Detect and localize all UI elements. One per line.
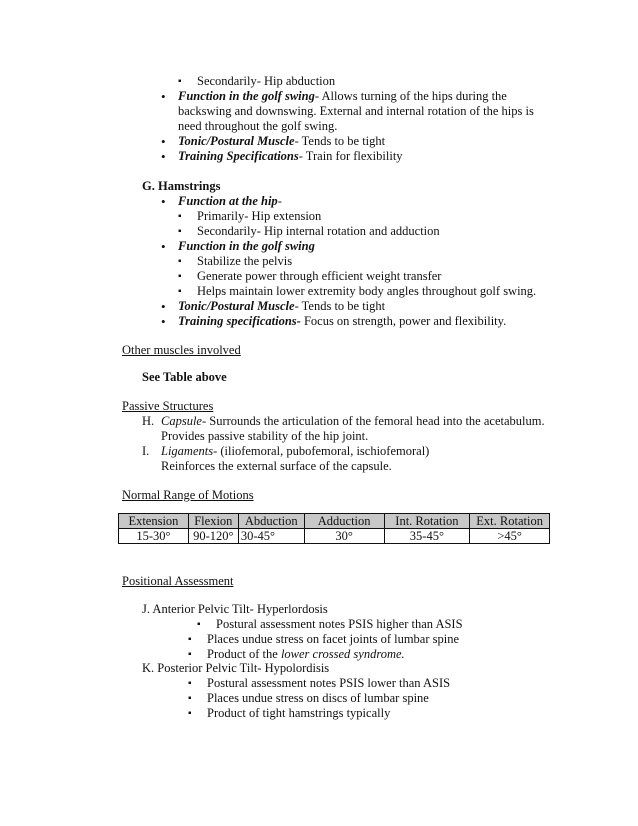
tonic-muscle-line <box>178 134 385 149</box>
positional-j-sub: Postural assessment notes PSIS higher than ASIS <box>216 617 463 631</box>
ligaments-text: - (iliofemoral, pubofemoral, ischiofemoral) <box>213 444 430 458</box>
function-hip-label: Function at the hip <box>178 194 278 208</box>
positional-j-sub-2-prefix: Product of the <box>207 647 281 661</box>
rom-value-row <box>119 529 550 544</box>
square-bullet-icon: ▪ <box>188 678 192 689</box>
positional-k-item: K. Posterior Pelvic Tilt- Hypolordisis <box>142 661 330 675</box>
hamstrings-training-line <box>178 314 506 329</box>
round-bullet-icon: • <box>161 194 166 209</box>
rom-header-row <box>119 514 550 529</box>
ligaments-line <box>161 444 429 459</box>
passive-i-label: I. <box>142 444 150 458</box>
function-hip-dash: - <box>277 194 282 208</box>
rom-value-cell: 15-30° <box>119 529 189 544</box>
hamstrings-heading: G. Hamstrings <box>142 179 221 193</box>
square-bullet-icon: ▪ <box>197 619 201 630</box>
other-muscles-heading: Other muscles involved <box>122 343 241 357</box>
positional-j-item: J. Anterior Pelvic Tilt- Hyperlordosis <box>142 602 328 616</box>
rom-table <box>118 513 550 544</box>
hamstrings-secondarily: Secondarily- Hip internal rotation and adduction <box>197 224 440 238</box>
capsule-text-2: Provides passive stability of the hip joint. <box>161 429 369 443</box>
rom-header-cell: Flexion <box>188 514 238 529</box>
hamstrings-golf-3: Helps maintain lower extremity body angles throughout golf swing. <box>197 284 537 298</box>
square-bullet-icon: ▪ <box>178 226 182 237</box>
hamstrings-tonic-line <box>178 299 385 314</box>
square-bullet-icon: ▪ <box>178 271 182 282</box>
square-bullet-icon: ▪ <box>178 211 182 222</box>
hamstrings-golf-label: Function in the golf swing <box>178 239 315 253</box>
golf-swing-function <box>178 89 507 104</box>
hamstrings-training-text: Focus on strength, power and flexibility. <box>300 314 507 328</box>
positional-k-sub-1: Postural assessment notes PSIS lower than ASIS <box>207 676 451 690</box>
hip-abduction-secondary: Secondarily- Hip abduction <box>197 74 336 88</box>
positional-k-sub-2: Places undue stress on discs of lumbar spine <box>207 691 429 705</box>
golf-swing-text-1: - Allows turning of the hips during the <box>314 89 507 103</box>
rom-header-cell: Int. Rotation <box>384 514 470 529</box>
square-bullet-icon: ▪ <box>178 76 182 87</box>
ligaments-text-2: Reinforces the external surface of the capsule. <box>161 459 392 473</box>
positional-j-sub-2 <box>207 647 405 662</box>
tonic-label: Tonic/Postural Muscle <box>178 134 295 148</box>
round-bullet-icon: • <box>161 89 166 104</box>
round-bullet-icon: • <box>161 134 166 149</box>
see-table-above: See Table above <box>142 370 227 384</box>
rom-value-cell: 30° <box>304 529 384 544</box>
positional-j-sub-1: Places undue stress on facet joints of lumbar spine <box>207 632 460 646</box>
capsule-text: - Surrounds the articulation of the femoral head into the acetabulum. <box>201 414 545 428</box>
square-bullet-icon: ▪ <box>188 634 192 645</box>
hamstrings-tonic-text: - Tends to be tight <box>294 299 386 313</box>
golf-swing-text-3: need throughout the golf swing. <box>178 119 338 133</box>
hamstrings-golf-2: Generate power through efficient weight transfer <box>197 269 442 283</box>
hamstrings-training-label: Training specifications- <box>178 314 301 328</box>
training-label: Training Specifications <box>178 149 299 163</box>
hamstrings-tonic-label: Tonic/Postural Muscle <box>178 299 295 313</box>
golf-swing-text-2: backswing and downswing. External and internal rotation of the hips is <box>178 104 534 118</box>
function-hip-line <box>178 194 282 209</box>
hamstrings-golf-1: Stabilize the pelvis <box>197 254 293 268</box>
round-bullet-icon: • <box>161 239 166 254</box>
rom-value-cell: >45° <box>470 529 550 544</box>
positional-j-sub-2-italic: lower crossed syndrome. <box>280 647 405 661</box>
square-bullet-icon: ▪ <box>188 649 192 660</box>
rom-header-cell: Abduction <box>238 514 304 529</box>
passive-h-label: H. <box>142 414 155 428</box>
rom-header-cell: Ext. Rotation <box>470 514 550 529</box>
passive-structures-heading: Passive Structures <box>122 399 214 413</box>
rom-value-cell: 30-45° <box>238 529 304 544</box>
rom-header-cell: Adduction <box>304 514 384 529</box>
rom-value-cell: 35-45° <box>384 529 470 544</box>
capsule-label: Capsule <box>161 414 202 428</box>
square-bullet-icon: ▪ <box>178 286 182 297</box>
positional-k-sub-3: Product of tight hamstrings typically <box>207 706 391 720</box>
round-bullet-icon: • <box>161 314 166 329</box>
square-bullet-icon: ▪ <box>188 708 192 719</box>
positional-heading: Positional Assessment <box>122 574 234 588</box>
rom-value-cell: 90-120° <box>188 529 238 544</box>
round-bullet-icon: • <box>161 299 166 314</box>
hamstrings-primarily: Primarily- Hip extension <box>197 209 322 223</box>
golf-swing-label: Function in the golf swing <box>178 89 315 103</box>
training-text: - Train for flexibility <box>298 149 403 163</box>
rom-heading: Normal Range of Motions <box>122 488 254 502</box>
tonic-text: - Tends to be tight <box>294 134 386 148</box>
round-bullet-icon: • <box>161 149 166 164</box>
ligaments-label: Ligaments <box>161 444 214 458</box>
capsule-line <box>161 414 545 429</box>
rom-header-cell: Extension <box>119 514 189 529</box>
square-bullet-icon: ▪ <box>178 256 182 267</box>
square-bullet-icon: ▪ <box>188 693 192 704</box>
training-line <box>178 149 403 164</box>
